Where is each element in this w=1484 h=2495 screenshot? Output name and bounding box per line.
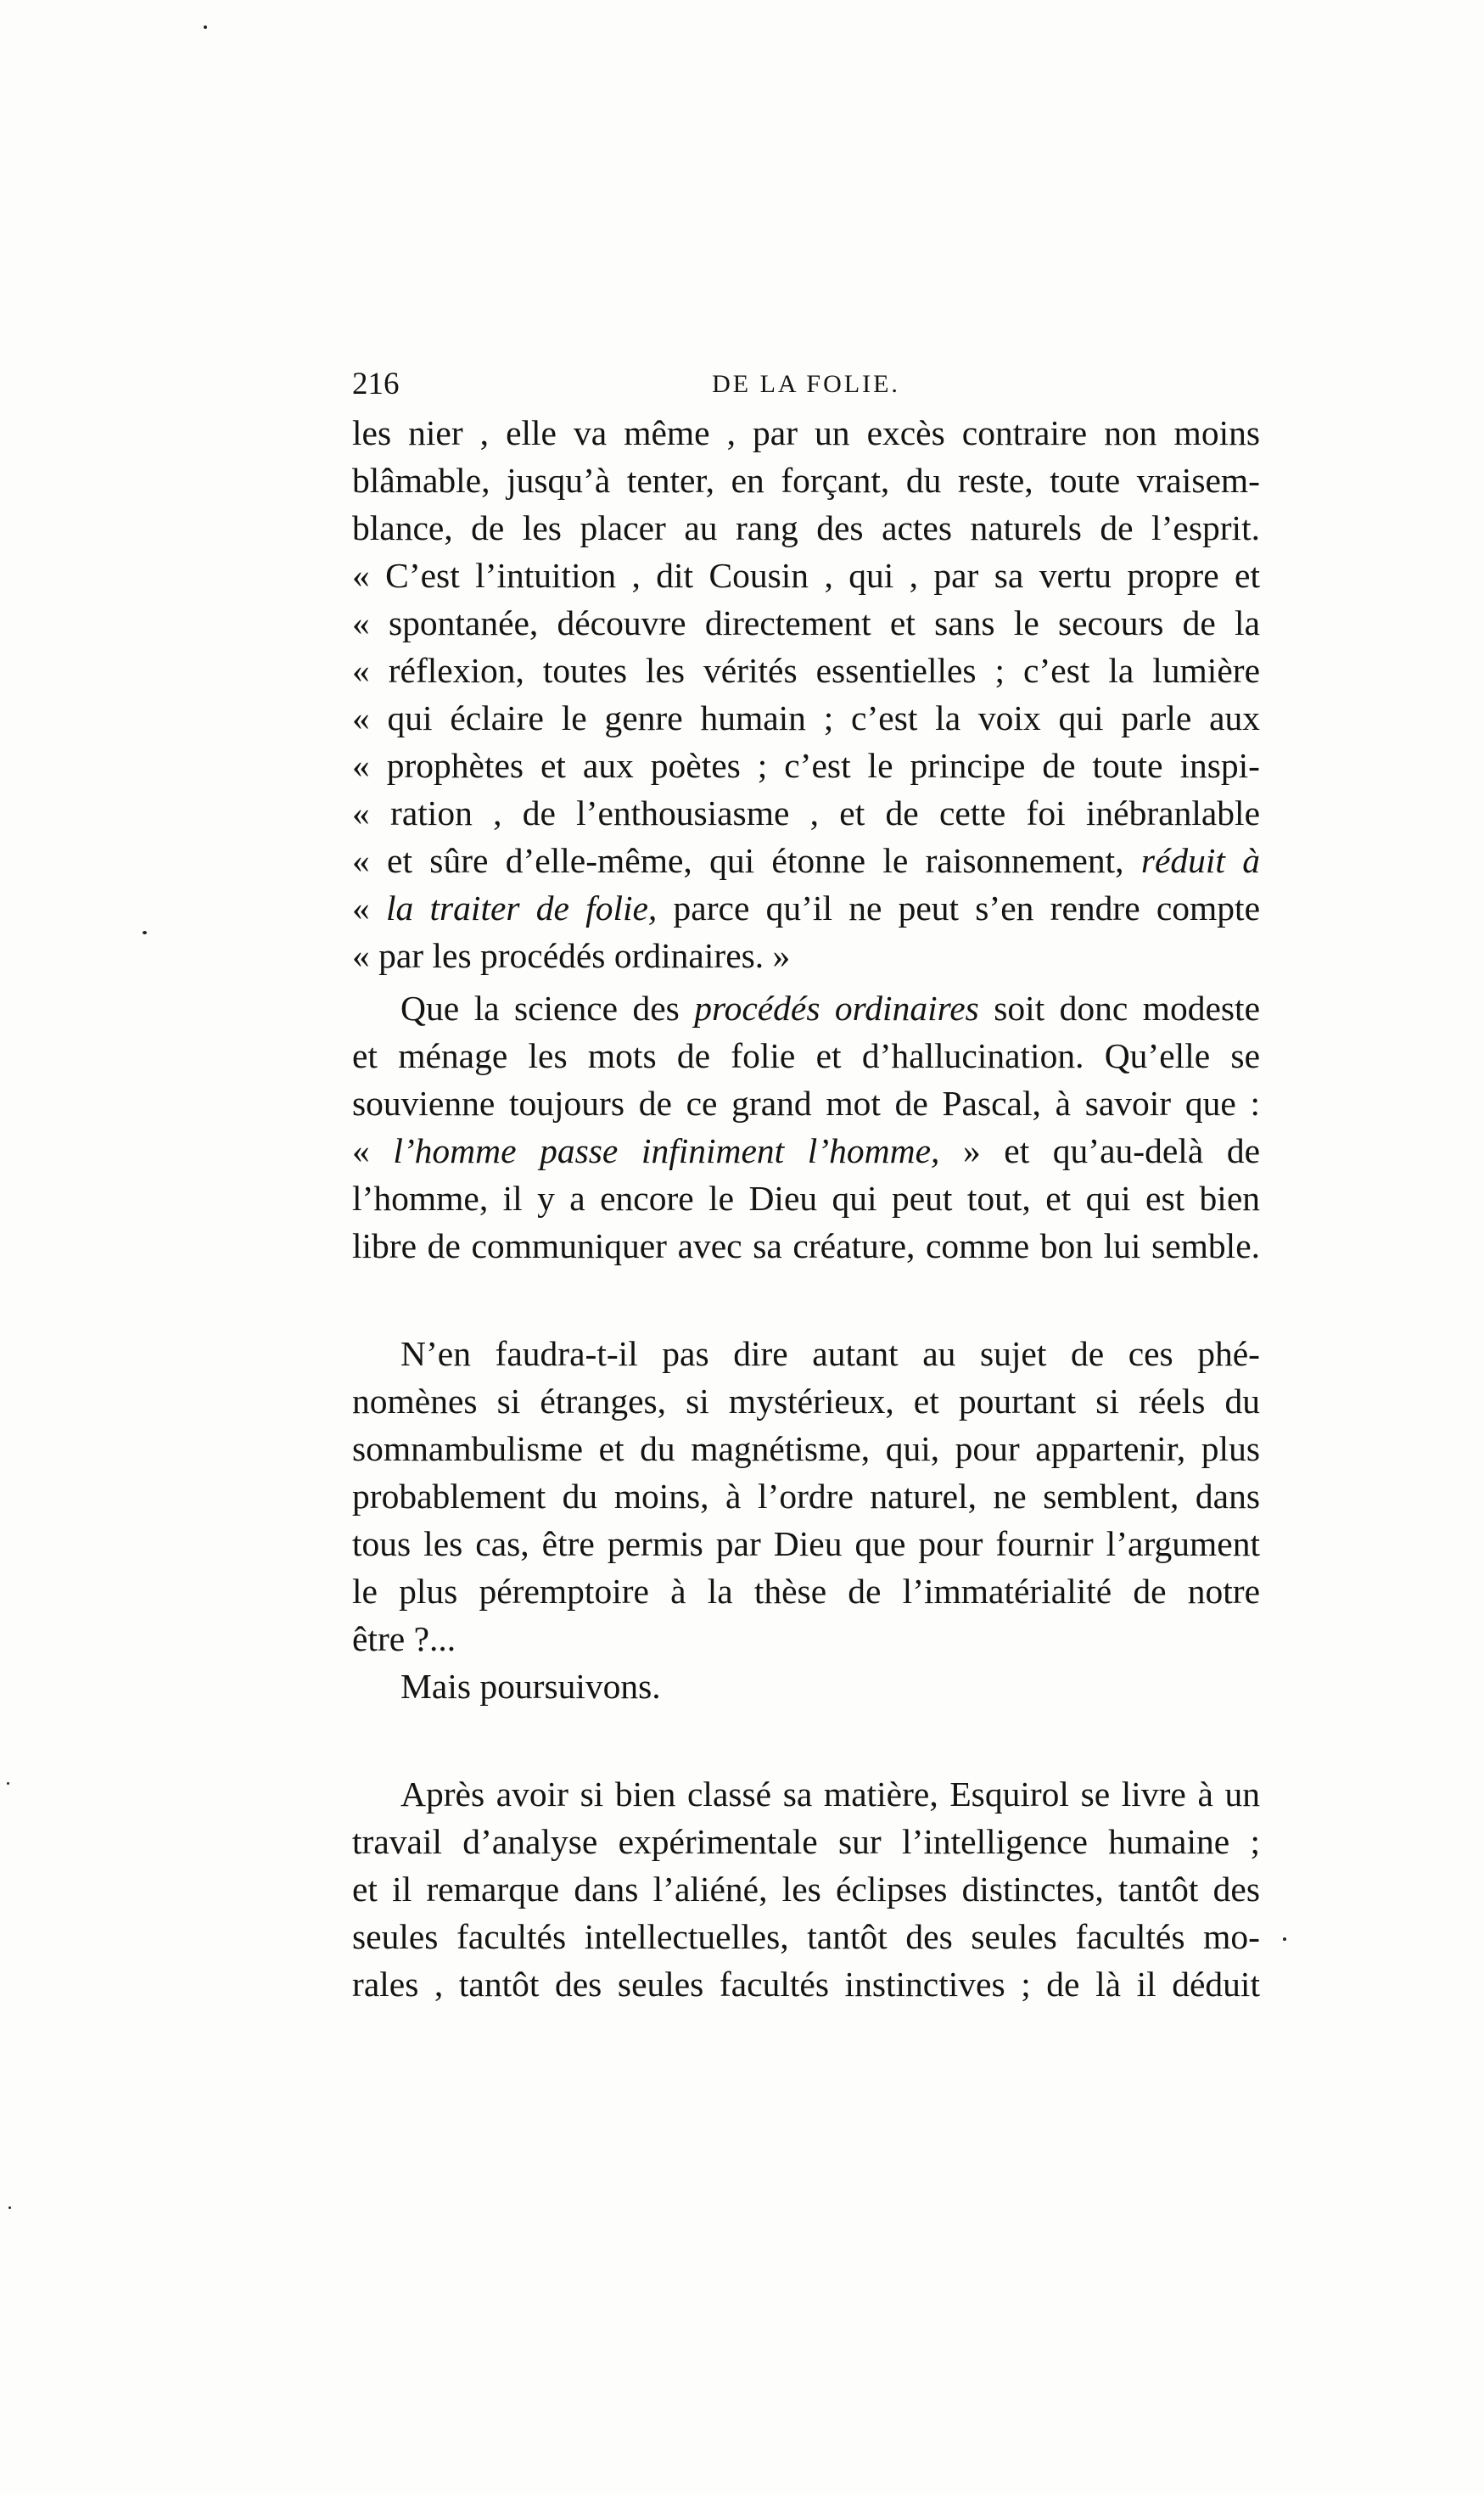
- text-line: le plus péremptoire à la thèse de l’immatérialité de notre: [352, 1572, 1260, 1611]
- running-title: DE LA FOLIE.: [712, 370, 900, 398]
- text-segment: Que la science des: [400, 989, 680, 1028]
- page-header: [352, 363, 1260, 406]
- text-line: libre de communiquer avec sa créature, comme bon lui semble.: [352, 1226, 1260, 1265]
- text-line: et ménage les mots de folie et d’hallucination. Qu’elle se: [352, 1036, 1260, 1075]
- text-line: les nier , elle va même , par un excès contraire non moins: [352, 413, 1260, 452]
- text-line: « prophètes et aux poètes ; c’est le principe de toute inspi-: [352, 746, 1260, 785]
- scan-speck: [143, 931, 147, 934]
- text-segment: soit donc modeste: [994, 989, 1260, 1028]
- text-segment: parce qu’il ne peut s’en rendre compte: [673, 889, 1260, 928]
- text-line: [352, 884, 1260, 932]
- text-line: rales , tantôt des seules facultés instinctives ; de là il déduit: [352, 1965, 1260, 2004]
- text-line: blâmable, jusqu’à tenter, en forçant, du reste, toute vraisem-: [352, 461, 1260, 500]
- text-line: être ?...: [352, 1619, 456, 1658]
- italic-segment: réduit à: [1140, 841, 1260, 880]
- text-line: [400, 984, 1260, 1032]
- italic-segment: la traiter de folie,: [385, 889, 658, 928]
- italic-segment: procédés ordinaires: [694, 989, 979, 1028]
- scan-speck: [1283, 1937, 1286, 1941]
- text-line: Après avoir si bien classé sa matière, Esquirol se livre à un: [400, 1775, 1260, 1814]
- text-line: et il remarque dans l’aliéné, les éclipses distinctes, tantôt des: [352, 1870, 1260, 1909]
- text-segment: » et qu’au-delà de: [962, 1131, 1260, 1170]
- text-line: « réflexion, toutes les vérités essentielles ; c’est la lumière: [352, 651, 1260, 690]
- text-line: nomènes si étranges, si mystérieux, et pourtant si réels du: [352, 1382, 1260, 1421]
- text-line: N’en faudra-t-il pas dire autant au sujet de ces phé-: [400, 1334, 1260, 1373]
- text-line: blance, de les placer au rang des actes naturels de l’esprit.: [352, 508, 1260, 547]
- text-line: seules facultés intellectuelles, tantôt des seules facultés mo-: [352, 1917, 1260, 1956]
- text-line: l’homme, il y a encore le Dieu qui peut tout, et qui est bien: [352, 1179, 1260, 1218]
- page-number: 216: [352, 367, 400, 401]
- text-line: somnambulisme et du magnétisme, qui, pour appartenir, plus: [352, 1429, 1260, 1468]
- text-line: souvienne toujours de ce grand mot de Pascal, à savoir que :: [352, 1084, 1260, 1123]
- text-line: tous les cas, être permis par Dieu que pour fournir l’argument: [352, 1524, 1260, 1563]
- text-line: [352, 837, 1260, 884]
- scan-speck: [8, 2206, 11, 2209]
- text-line: « C’est l’intuition , dit Cousin , qui , par sa vertu propre et: [352, 556, 1260, 595]
- italic-segment: l’homme passe infiniment l’homme,: [393, 1131, 940, 1170]
- text-segment: «: [352, 889, 370, 928]
- scan-speck: [204, 25, 207, 29]
- text-line: « par les procédés ordinaires. »: [352, 936, 791, 975]
- text-segment: «: [352, 1131, 370, 1170]
- text-line: « ration , de l’enthousiasme , et de cette foi inébranlable: [352, 793, 1260, 833]
- text-segment: « et sûre d’elle-même, qui étonne le raisonnement,: [352, 841, 1124, 880]
- text-line: « qui éclaire le genre humain ; c’est la voix qui parle aux: [352, 698, 1260, 737]
- scan-speck: [7, 1782, 9, 1785]
- text-line: travail d’analyse expérimentale sur l’intelligence humaine ;: [352, 1822, 1260, 1861]
- text-line: « spontanée, découvre directement et sans le secours de la: [352, 603, 1260, 642]
- text-line: Mais poursuivons.: [400, 1667, 661, 1706]
- text-line: probablement du moins, à l’ordre naturel, ne semblent, dans: [352, 1477, 1260, 1516]
- text-line: [352, 1127, 1260, 1175]
